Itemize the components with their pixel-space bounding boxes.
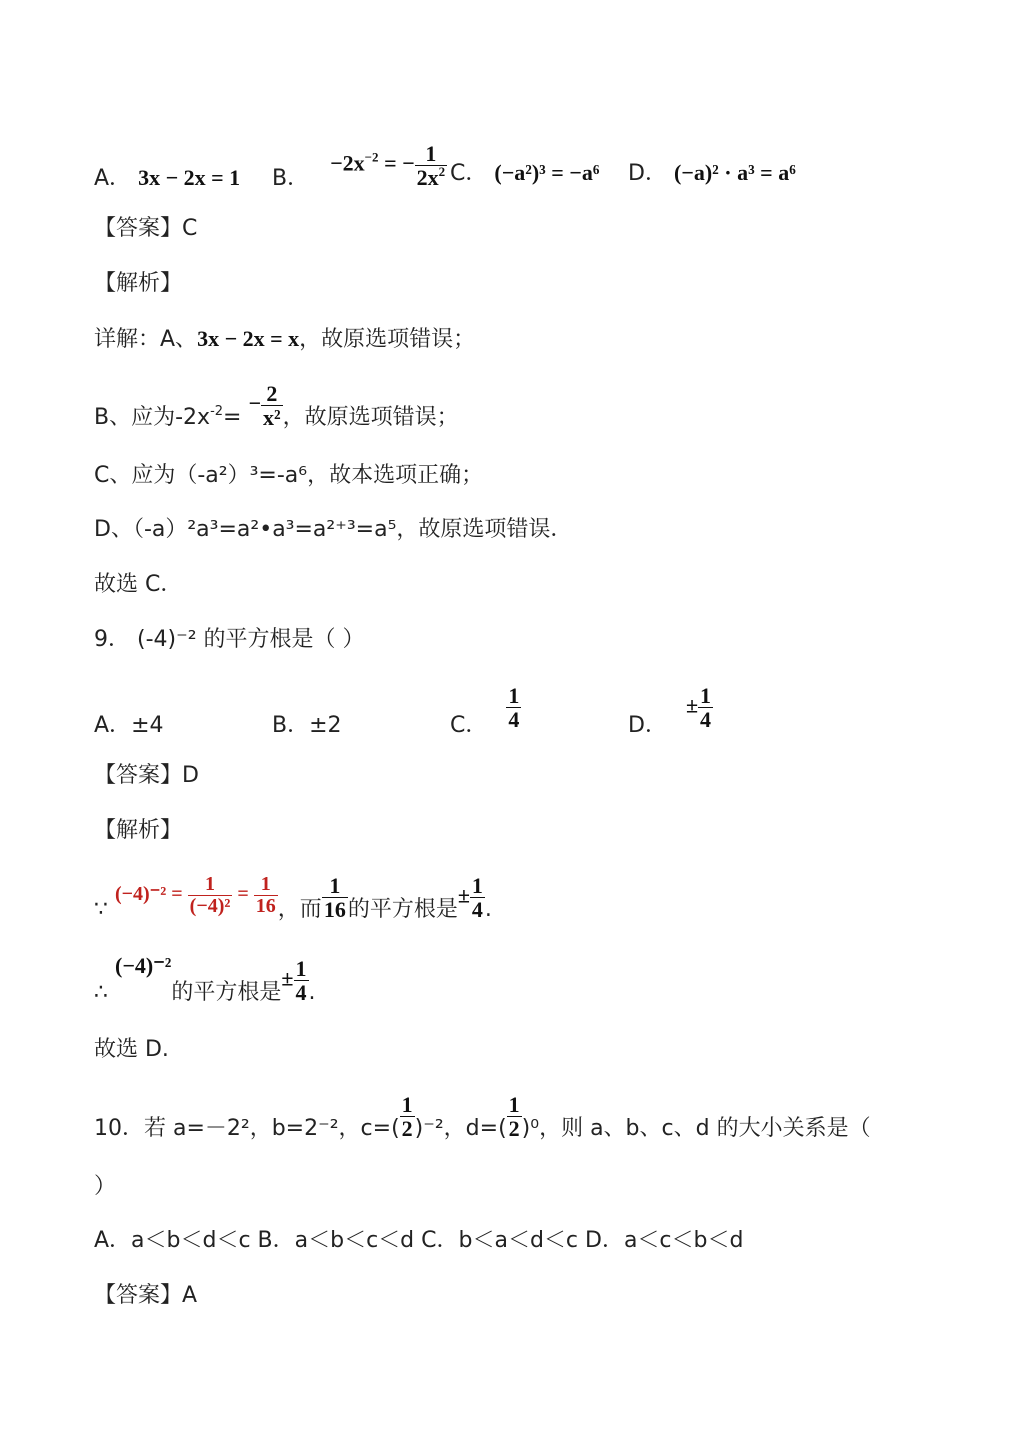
- option-label: A．: [94, 166, 132, 191]
- q9-question: 9． (-4)⁻² 的平方根是（ ）: [94, 627, 365, 652]
- q9-option-c: C． $\frac{1}{4}$: [450, 683, 520, 738]
- q8-analysis-line-c: C、应为（-a²）³=-a⁶，故本选项正确；: [94, 463, 484, 488]
- q8-option-d: [628, 162, 796, 185]
- q9-because-line: ∵ (−4)⁻² = $\frac{1}{\text{(−4)²}}$ = $\frac{1}{16}$ ，而 $\frac{1}{16}$ 的平方根是± $\frac{1}{4}$ .: [94, 873, 492, 923]
- option-b-math: $-2x^{-2}$ = − $\frac{1}{2x^2}$: [330, 141, 446, 191]
- option-label: D．: [628, 161, 667, 186]
- option-a-math: 3x − 2x = 1: [138, 165, 241, 190]
- q9-answer: 【答案】D: [94, 763, 199, 788]
- q9-analysis-title: 【解析】: [94, 818, 183, 843]
- q9-option-d: D． ± $\frac{1}{4}$: [628, 683, 712, 738]
- q8-answer: 【答案】C: [94, 216, 198, 241]
- q8-option-b: [272, 142, 447, 190]
- q8-analysis-line-d: D、（-a）²a³=a²•a³=a²⁺³=a⁵，故原选项错误．: [94, 517, 573, 542]
- option-c-math: (−a²)³ = −a⁶: [494, 160, 600, 185]
- q8-analysis-line-b: B、应为$-2x^{-2}=$ − $\frac{2}{\text{x²}}$ ，故原选项错误；: [94, 381, 459, 431]
- q9-therefore-line: ∴ (−4)⁻²的平方根是± $\frac{1}{4}$ .: [94, 953, 316, 1006]
- q8-option-c: [450, 162, 599, 185]
- q8-option-a: [94, 167, 240, 190]
- q10-options: A．a＜b＜d＜c B．a＜b＜c＜d C．b＜a＜d＜c D．a＜c＜b＜d: [94, 1228, 744, 1253]
- option-label: B．: [272, 166, 310, 191]
- q9-conclusion: 故选 D.: [94, 1037, 169, 1062]
- option-label: C．: [450, 161, 488, 186]
- q8-analysis-line-a: 详解：A、3x − 2x = x，故原选项错误；: [94, 326, 476, 352]
- q10-question-close: ）: [94, 1174, 117, 1199]
- q10-question: 10．若 a=－2²，b=2⁻²，c=( $\frac{1}{2}$ )⁻²，d=( $\frac{1}{2}$ )⁰，则 a、b、c、d 的大小关系是（: [94, 1092, 871, 1142]
- q8-analysis-title: 【解析】: [94, 271, 183, 296]
- option-d-math: (−a)² · a³ = a⁶: [673, 160, 796, 185]
- q10-answer: 【答案】A: [94, 1283, 198, 1308]
- q8-conclusion: 故选 C．: [94, 572, 183, 597]
- q9-option-b: B．±2: [272, 713, 342, 738]
- q9-option-a: A．±4: [94, 713, 164, 738]
